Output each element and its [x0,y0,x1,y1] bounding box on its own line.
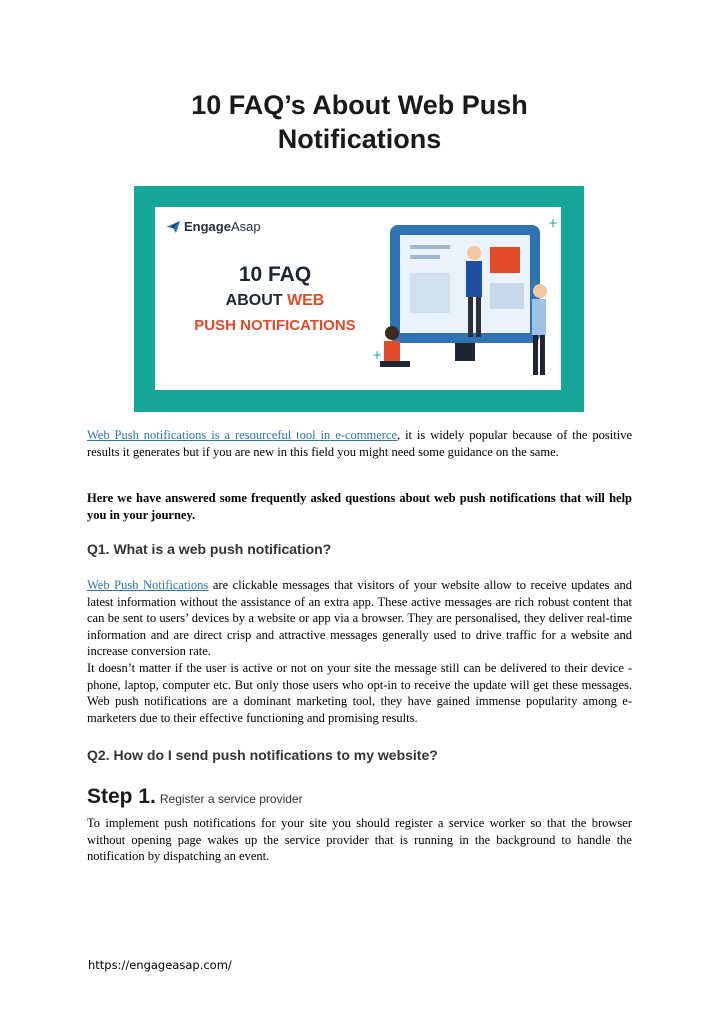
intro-paragraph [87,427,632,460]
monitor-illustration [370,213,560,388]
question-1: Q1. What is a web push notification? [87,541,332,557]
banner-heading-2 [155,292,395,310]
intro-text: , it is widely popular because of the positive results it generates but if you are new in this field you might need some guidance on the same. [87,428,632,459]
red-panel [490,247,520,273]
person-standing-head [467,246,481,260]
web-push-notifications-link[interactable]: Web Push Notifications [87,578,209,592]
answer-1-paragraph-1 [87,577,632,660]
monitor-stand [455,343,475,361]
logo-icon [165,220,181,234]
step-1-heading [87,785,632,809]
intro-link[interactable]: Web Push notifications is a resourceful tool in e-commerce [87,428,397,442]
banner-heading-3: PUSH NOTIFICATIONS [194,317,356,334]
answer-1-paragraph-2: It doesn’t matter if the user is active or not on your site the message still can be delivered to their device -phone, laptop, computer etc. But only those users who opt-in to receive the update will get these messages. Web push notifications are a dominant marketing tool, they have gained immense popularity among e-marketers due to their effective functioning and promising results. [87,660,632,725]
banner-image [134,186,584,412]
svg-text:+: + [372,348,383,362]
banner-heading-2b: WEB [287,292,325,309]
banner-heading-1: 10 FAQ [238,263,312,286]
logo-text-light: Asap [230,219,261,234]
step-label: Register a service provider [159,792,303,806]
footer-url: https://engageasap.com/ [88,958,232,972]
banner-card [155,207,561,390]
person-right-head [533,284,547,298]
person-standing-body [466,261,482,297]
page-title-line-2: Notifications [277,124,442,154]
banner-heading-2a: ABOUT [225,292,287,309]
page-title-line-1: 10 FAQ’s About Web Push [191,90,528,120]
step-number: Step 1. [87,785,156,808]
answer-1 [87,577,632,726]
bold-paragraph: Here we have answered some frequently asked questions about web push notifications that will help you in your journey. [87,491,632,522]
logo-text-bold: Engage [184,219,231,234]
svg-text:+: + [548,216,559,230]
answer-1-text-1: are clickable messages that visitors of your website allow to receive updates and latest information without the assistance of an extra app. These active messages are rich robust content that can be sent to users’ devices by a website or app via a browser. They are personalised, they deliver real-time information and are direct crisp and attractive messages generally used to drive traffic for a website and increase conversion rate. [87,578,632,659]
person-sitting-head [385,326,399,340]
question-2: Q2. How do I send push notifications to my website? [87,747,438,763]
page-title [100,88,619,156]
step-1-text: To implement push notifications for your site you should register a service worker so that the browser without opening page wakes up the service provider that is running in the background to handle the notification by dispatching an event. [87,816,632,864]
engageasap-logo [165,219,261,234]
